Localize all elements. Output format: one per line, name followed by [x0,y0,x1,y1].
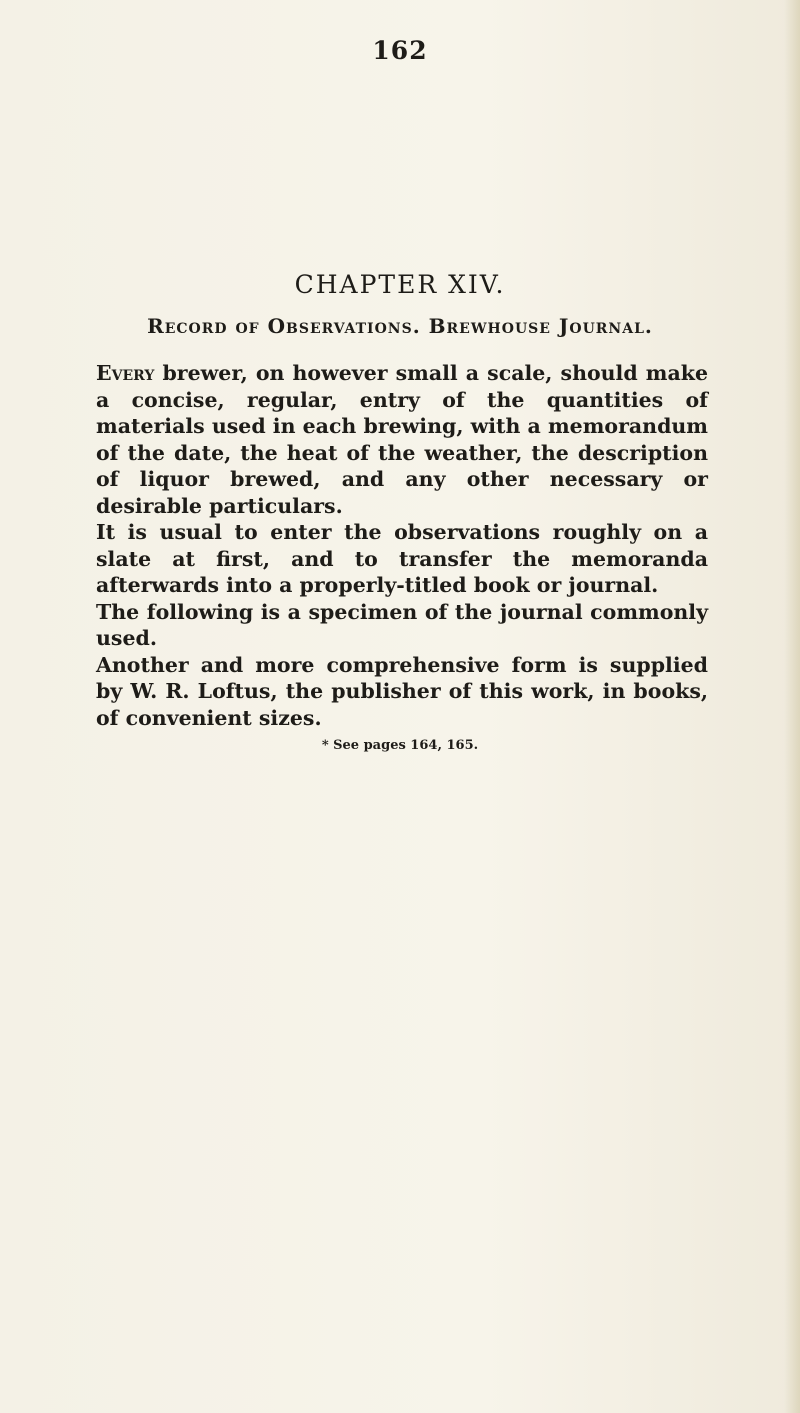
paragraph-3 [96,599,708,652]
paragraph-2 [96,519,708,599]
paragraph-text: It is usual to enter the observations roughly on a slate at first, and to transfer the memoranda afterwards into a properly-titled book or journal. [96,520,708,597]
chapter-subtitle: Record of Observations. Brewhouse Journal. [147,314,653,338]
paragraph-text: brewer, on however small a scale, should make a concise, regular, entry of the quantities of materials used in each brewing, with a memorandum of the date, the heat of the weather, the description of liquor brewed, and any other necessary or desirable particulars. [96,361,708,518]
footnote: * See pages 164, 165. [321,738,479,753]
paragraph-text: The following is a specimen of the journal commonly used. [96,599,708,650]
paragraph-1 [96,360,708,519]
chapter-title: CHAPTER XIV. [294,270,506,299]
body-text [96,360,708,731]
paragraph-4 [96,652,708,732]
paragraph-text: Another and more comprehensive form is supplied by W. R. Loftus, the publisher of this work, in books, of convenient sizes. [96,652,708,730]
page-edge-shadow [784,0,800,1413]
page-number: 162 [372,36,428,65]
paragraph-lead-word: Every [96,361,155,385]
